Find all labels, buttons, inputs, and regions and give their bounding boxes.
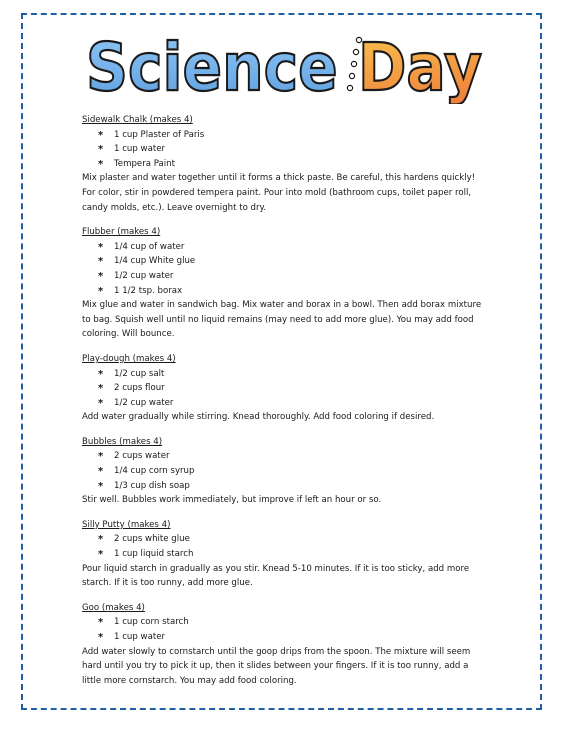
- ingredient-list: [82, 240, 482, 298]
- recipe-instructions: Mix glue and water in sandwich bag. Mix water and borax in a bowl. Then add borax mixture to bag. Squish well until no liquid remains (may need to add more glue). You may add food coloring. Will bounce.: [82, 300, 482, 340]
- recipe-list: [82, 113, 482, 698]
- recipe-heading: Play-dough (makes 4): [82, 353, 176, 364]
- recipe-section: [82, 601, 482, 689]
- ingredient-list: [82, 449, 482, 493]
- ingredient-list: [82, 367, 482, 411]
- ingredient-list: [82, 532, 482, 561]
- ingredient-item: * 1/2 cup water: [82, 269, 482, 284]
- recipe-section: [82, 518, 482, 591]
- page-title: [80, 22, 490, 104]
- ingredient-list: [82, 615, 482, 644]
- ingredient-item: * 2 cups flour: [82, 381, 482, 396]
- recipe-heading: Goo (makes 4): [82, 602, 145, 613]
- recipe-section: [82, 225, 482, 342]
- ingredient-item: * 1/4 cup of water: [82, 240, 482, 255]
- ingredient-item: * 1/2 cup salt: [82, 367, 482, 382]
- ingredient-item: * 1 cup liquid starch: [82, 547, 482, 562]
- ingredient-item: * 2 cups white glue: [82, 532, 482, 547]
- recipe-heading: Silly Putty (makes 4): [82, 519, 171, 530]
- recipe-instructions: Add water gradually while stirring. Knead thoroughly. Add food coloring if desired.: [82, 412, 435, 423]
- recipe-instructions: Mix plaster and water together until it forms a thick paste. Be careful, this hardens quickly! For color, stir in powdered tempera paint. Pour into mold (bathroom cups, toilet paper roll, candy molds, etc.). Leave overnight to dry.: [82, 173, 476, 213]
- recipe-section: [82, 113, 482, 215]
- page-title-art: [80, 22, 490, 104]
- page-title-text: Science Day: [86, 29, 490, 104]
- ingredient-item: * 1/3 cup dish soap: [82, 479, 482, 494]
- recipe-instructions: Pour liquid starch in gradually as you stir. Knead 5-10 minutes. If it is too sticky, add more starch. If it is too runny, add more glue.: [82, 563, 470, 589]
- ingredient-item: * 1/2 cup water: [82, 396, 482, 411]
- ingredient-item: * 1/4 cup White glue: [82, 254, 482, 269]
- ingredient-item: * 1/4 cup corn syrup: [82, 464, 482, 479]
- recipe-instructions: Stir well. Bubbles work immediately, but improve if left an hour or so.: [82, 495, 382, 506]
- recipe-section: [82, 435, 482, 508]
- ingredient-item: * 1 cup Plaster of Paris: [82, 128, 482, 143]
- recipe-instructions: Add water slowly to cornstarch until the goop drips from the spoon. The mixture will seem hard until you try to pick it up, then it slides between your fingers. If it is too runny, add a little more cornstarch. You may add food coloring.: [82, 646, 471, 686]
- ingredient-item: * 1 cup water: [82, 630, 482, 645]
- ingredient-item: * 1 cup water: [82, 142, 482, 157]
- ingredient-list: [82, 128, 482, 172]
- ingredient-item: * 2 cups water: [82, 449, 482, 464]
- recipe-heading: Flubber (makes 4): [82, 227, 161, 238]
- recipe-section: [82, 352, 482, 425]
- recipe-heading: Sidewalk Chalk (makes 4): [82, 115, 193, 125]
- ingredient-item: * Tempera Paint: [82, 157, 482, 172]
- recipe-heading: Bubbles (makes 4): [82, 436, 163, 447]
- ingredient-item: * 1 1/2 tsp. borax: [82, 284, 482, 299]
- ingredient-item: * 1 cup corn starch: [82, 615, 482, 630]
